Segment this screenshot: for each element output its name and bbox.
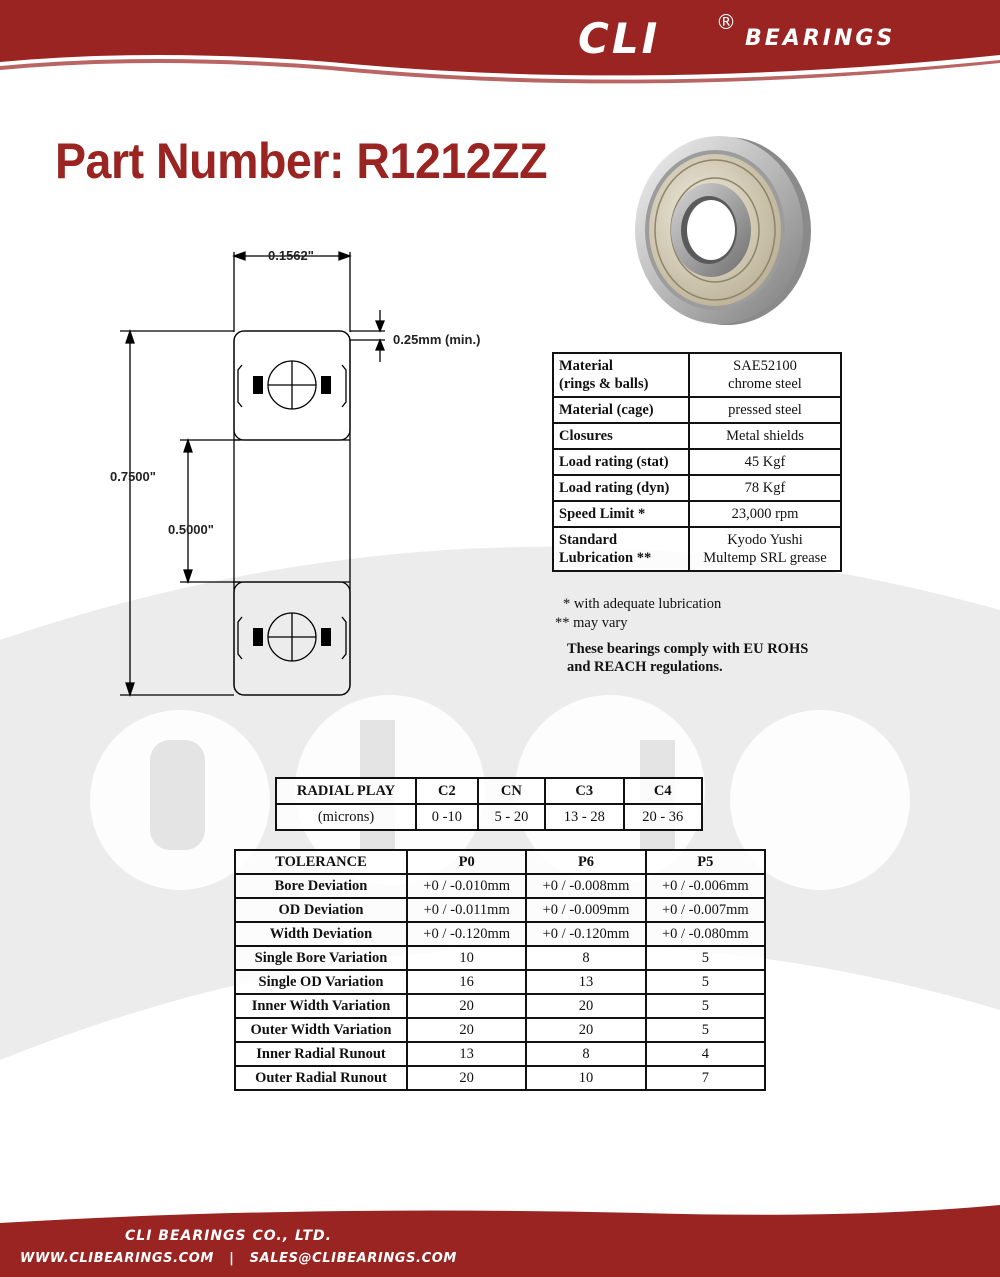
- tolerance-row: [235, 1018, 765, 1042]
- radial-play-title: RADIAL PLAY: [276, 778, 416, 804]
- tolerance-row-label: Inner Width Variation: [235, 994, 407, 1018]
- footer-website-link[interactable]: WWW.CLIBEARINGS.COM: [20, 1251, 214, 1266]
- tolerance-header-row: [235, 850, 765, 874]
- tolerance-cell: 10: [526, 1066, 645, 1090]
- tolerance-cell: +0 / -0.010mm: [407, 874, 526, 898]
- tolerance-cell: 13: [526, 970, 645, 994]
- shield-gap-dimension-label: 0.25mm (min.): [393, 332, 481, 347]
- spec-key: [553, 527, 689, 571]
- spec-key: [553, 423, 689, 449]
- spec-value-line: chrome steel: [728, 376, 802, 392]
- tolerance-cell: 4: [646, 1042, 765, 1066]
- tolerance-cell: +0 / -0.120mm: [407, 922, 526, 946]
- radial-play-table: [275, 777, 703, 831]
- radial-play-value-c4: 20 - 36: [624, 804, 702, 830]
- tolerance-row-label: OD Deviation: [235, 898, 407, 922]
- radial-play-values-row: [276, 804, 702, 830]
- spec-row: [553, 449, 841, 475]
- tolerance-row: [235, 1042, 765, 1066]
- spec-value: [689, 527, 841, 571]
- bore-dimension-label: 0.5000": [168, 522, 214, 537]
- tolerance-cell: 7: [646, 1066, 765, 1090]
- tolerance-cell: 8: [526, 946, 645, 970]
- spec-row: [553, 353, 841, 397]
- tolerance-row: [235, 922, 765, 946]
- spec-key-line: Standard: [559, 532, 618, 548]
- tolerance-cell: 5: [646, 946, 765, 970]
- footer-company-name: CLI BEARINGS CO., LTD.: [125, 1228, 332, 1244]
- compliance-line-2: and REACH regulations.: [567, 659, 723, 675]
- tolerance-header-p0: P0: [407, 850, 526, 874]
- tolerance-row-label: Outer Width Variation: [235, 1018, 407, 1042]
- tolerance-cell: 20: [526, 994, 645, 1018]
- tolerance-cell: +0 / -0.011mm: [407, 898, 526, 922]
- spec-row: [553, 423, 841, 449]
- tolerance-header-p6: P6: [526, 850, 645, 874]
- tolerance-row: [235, 1066, 765, 1090]
- tolerance-row-label: Outer Radial Runout: [235, 1066, 407, 1090]
- radial-play-value-cn: 5 - 20: [478, 804, 545, 830]
- radial-play-header-c3: C3: [545, 778, 623, 804]
- tolerance-row: [235, 994, 765, 1018]
- spec-value-line: SAE52100: [733, 358, 797, 374]
- spec-value: [689, 449, 841, 475]
- spec-key: [553, 353, 689, 397]
- tolerance-cell: 13: [407, 1042, 526, 1066]
- note-may-vary: ** may vary: [555, 615, 628, 631]
- spec-key-line: Load rating (dyn): [559, 480, 670, 496]
- spec-key: [553, 449, 689, 475]
- tolerance-row: [235, 898, 765, 922]
- spec-key-line: Speed Limit *: [559, 506, 646, 522]
- spec-key-line: Material (cage): [559, 402, 654, 418]
- tolerance-row-label: Width Deviation: [235, 922, 407, 946]
- radial-play-header-cn: CN: [478, 778, 545, 804]
- tolerance-cell: +0 / -0.120mm: [526, 922, 645, 946]
- tolerance-header-title: TOLERANCE: [235, 850, 407, 874]
- tolerance-cell: +0 / -0.080mm: [646, 922, 765, 946]
- tolerance-cell: 20: [407, 994, 526, 1018]
- spec-value: [689, 501, 841, 527]
- spec-value-line: Kyodo Yushi: [727, 532, 803, 548]
- spec-key: [553, 475, 689, 501]
- compliance-statement: [567, 640, 808, 676]
- tolerance-row-label: Single OD Variation: [235, 970, 407, 994]
- spec-key: [553, 397, 689, 423]
- tolerance-cell: +0 / -0.009mm: [526, 898, 645, 922]
- spec-value-line: 45 Kgf: [744, 454, 786, 470]
- spec-key-line: Load rating (stat): [559, 454, 669, 470]
- tolerance-cell: +0 / -0.008mm: [526, 874, 645, 898]
- spec-row: [553, 501, 841, 527]
- tolerance-cell: +0 / -0.006mm: [646, 874, 765, 898]
- spec-row: [553, 397, 841, 423]
- tolerance-header-p5: P5: [646, 850, 765, 874]
- spec-key-line: Lubrication **: [559, 550, 652, 566]
- footer-contact-links: [20, 1251, 457, 1266]
- tolerance-row: [235, 874, 765, 898]
- radial-play-value-c3: 13 - 28: [545, 804, 623, 830]
- spec-value: [689, 397, 841, 423]
- tolerance-cell: 20: [526, 1018, 645, 1042]
- tolerance-row-label: Inner Radial Runout: [235, 1042, 407, 1066]
- outer-diameter-dimension-label: 0.7500": [110, 469, 156, 484]
- bearing-cross-section-drawing: [100, 240, 520, 710]
- tolerance-cell: 10: [407, 946, 526, 970]
- tolerance-cell: 16: [407, 970, 526, 994]
- tolerance-cell: +0 / -0.007mm: [646, 898, 765, 922]
- tolerance-cell: 5: [646, 994, 765, 1018]
- tolerance-row-label: Single Bore Variation: [235, 946, 407, 970]
- spec-value-line: 78 Kgf: [744, 480, 786, 496]
- logo-registered-mark: ®: [716, 10, 736, 34]
- spec-value-line: 23,000 rpm: [731, 506, 799, 522]
- tolerance-cell: 20: [407, 1018, 526, 1042]
- spec-value-line: Metal shields: [726, 428, 804, 444]
- radial-play-header-c4: C4: [624, 778, 702, 804]
- spec-row: [553, 527, 841, 571]
- tolerance-cell: 5: [646, 970, 765, 994]
- footer-separator: |: [229, 1251, 235, 1266]
- spec-key: [553, 501, 689, 527]
- spec-table: [552, 352, 842, 572]
- page-title: Part Number: R1212ZZ: [55, 133, 548, 189]
- radial-play-header-c2: C2: [416, 778, 478, 804]
- tolerance-table: [234, 849, 766, 1091]
- radial-play-header-row: [276, 778, 702, 804]
- note-lubrication: * with adequate lubrication: [563, 596, 722, 612]
- tolerance-row: [235, 970, 765, 994]
- tolerance-row-label: Bore Deviation: [235, 874, 407, 898]
- spec-value: [689, 423, 841, 449]
- radial-play-value-c2: 0 -10: [416, 804, 478, 830]
- spec-value-line: pressed steel: [728, 402, 802, 418]
- tolerance-cell: 20: [407, 1066, 526, 1090]
- tolerance-cell: 5: [646, 1018, 765, 1042]
- tolerance-cell: 8: [526, 1042, 645, 1066]
- spec-key-line: Material: [559, 358, 613, 374]
- logo-cli: CLI: [578, 14, 661, 63]
- spec-key-line: (rings & balls): [559, 376, 649, 392]
- footer-email-link[interactable]: SALES@CLIBEARINGS.COM: [249, 1251, 457, 1266]
- spec-row: [553, 475, 841, 501]
- spec-value-line: Multemp SRL grease: [703, 550, 827, 566]
- bearing-photo: [623, 133, 813, 328]
- spec-key-line: Closures: [559, 428, 613, 444]
- logo-bearings: BEARINGS: [745, 26, 896, 51]
- compliance-line-1: These bearings comply with EU ROHS: [567, 641, 809, 657]
- radial-play-units: (microns): [276, 804, 416, 830]
- spec-value: [689, 353, 841, 397]
- width-dimension-label: 0.1562": [268, 248, 314, 263]
- spec-value: [689, 475, 841, 501]
- tolerance-row: [235, 946, 765, 970]
